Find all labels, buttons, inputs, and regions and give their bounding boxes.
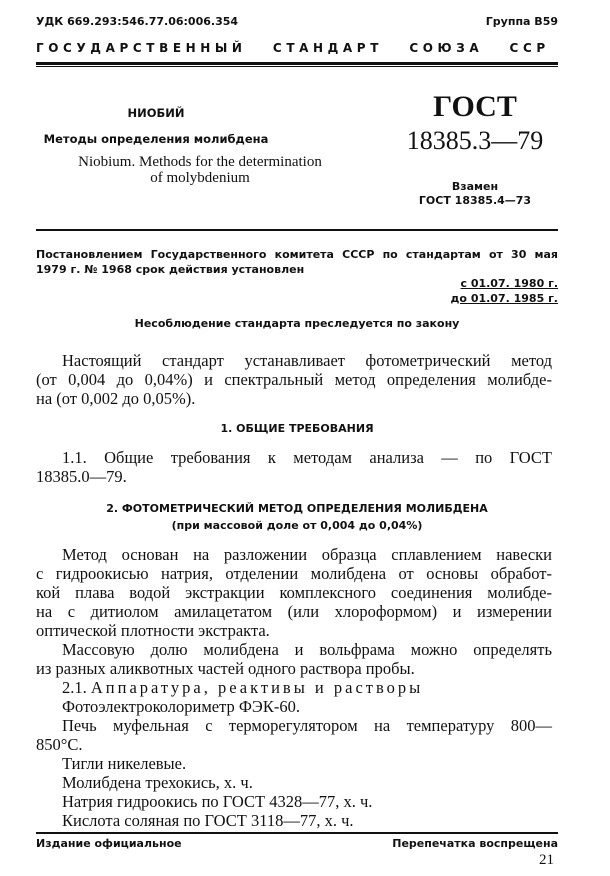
effective-from: с 01.07. 1980 г. xyxy=(460,277,558,290)
group-code: Группа В59 xyxy=(485,15,558,28)
equipment-line4: Тигли никелевые. xyxy=(62,754,187,773)
equipment-line2: Печь муфельная с терморегулятором на температуру 800— xyxy=(62,716,552,735)
header-rule-thin xyxy=(36,66,558,67)
state-standard-banner: ГОСУДАРСТВЕННЫЙ СТАНДАРТ СОЮЗА ССР xyxy=(36,41,550,55)
section1-line1: 1.1. Общие требования к методам анализа — по ГОСТ xyxy=(62,448,552,467)
decree-line2: 1979 г. № 1968 срок действия установлен xyxy=(36,263,305,276)
gost-number: 18385.3—79 xyxy=(406,126,544,155)
method-line1: Метод основан на разложении образца сплавлением навески xyxy=(62,545,552,564)
reprint-notice: Перепечатка воспрещена xyxy=(392,837,558,850)
decree-line1: Постановлением Государственного комитета СССР по стандартам от 30 мая xyxy=(36,248,558,261)
mass-fraction-line2: из разных аликвотных частей одного раствора пробы. xyxy=(36,659,415,678)
equipment-line5: Молибдена трехокись, х. ч. xyxy=(62,773,253,792)
method-line2: с гидроокисью натрия, отделении молибдена от основы обработ- xyxy=(36,564,552,583)
equipment-line1: Фотоэлектроколориметр ФЭК-60. xyxy=(62,697,300,716)
title-en-line2: of molybdenium xyxy=(150,170,250,186)
equipment-line3: 850°С. xyxy=(36,735,83,754)
header-rule-thick xyxy=(36,62,558,65)
mass-fraction-line1: Массовую долю молибдена и вольфрама можно определять xyxy=(62,640,552,659)
equipment-line6: Натрия гидроокись по ГОСТ 4328—77, х. ч. xyxy=(62,792,373,811)
udk-code: УДК 669.293:546.77.06:006.354 xyxy=(36,15,239,28)
gost-label: ГОСТ xyxy=(433,90,517,123)
item-2-1 xyxy=(62,678,423,697)
intro-line1: Настоящий стандарт устанавливает фотометрический метод xyxy=(62,351,552,370)
section2-heading: 2. ФОТОМЕТРИЧЕСКИЙ МЕТОД ОПРЕДЕЛЕНИЯ МОЛИБДЕНА xyxy=(106,502,488,515)
title-en-line1: Niobium. Methods for the determination xyxy=(78,154,322,170)
intro-line3: на (от 0,002 до 0,05%). xyxy=(36,389,196,408)
title-block-rule xyxy=(36,229,558,231)
title-ru: НИОБИЙ xyxy=(127,106,185,120)
intro-line2: (от 0,004 до 0,04%) и спектральный метод определения молибде- xyxy=(36,370,552,389)
method-line4: на с дитиолом амилацетатом (или хлороформом) и измерении xyxy=(36,602,552,621)
section1-heading: 1. ОБЩИЕ ТРЕБОВАНИЯ xyxy=(220,422,374,435)
effective-to: до 01.07. 1985 г. xyxy=(450,292,558,305)
section2-subheading: (при массовой доле от 0,004 до 0,04%) xyxy=(171,519,423,532)
page-number: 21 xyxy=(539,852,554,868)
footer-rule xyxy=(36,832,558,834)
equipment-line7: Кислота соляная по ГОСТ 3118—77, х. ч. xyxy=(62,811,354,830)
edition-label: Издание официальное xyxy=(36,837,182,850)
replaces-label: Взамен xyxy=(451,180,499,193)
method-line3: кой плава водой экстракции комплексного соединения молибде- xyxy=(36,583,552,602)
replaces-value: ГОСТ 18385.4—73 xyxy=(418,194,532,207)
item-2-1-title: Аппаратура, реактивы и растворы xyxy=(90,678,424,697)
item-2-1-number: 2.1. xyxy=(62,678,87,697)
method-line5: оптической плотности экстракта. xyxy=(36,621,270,640)
subtitle-ru: Методы определения молибдена xyxy=(43,132,269,146)
legal-notice: Несоблюдение стандарта преследуется по закону xyxy=(134,317,460,330)
section1-line2: 18385.0—79. xyxy=(36,467,127,486)
